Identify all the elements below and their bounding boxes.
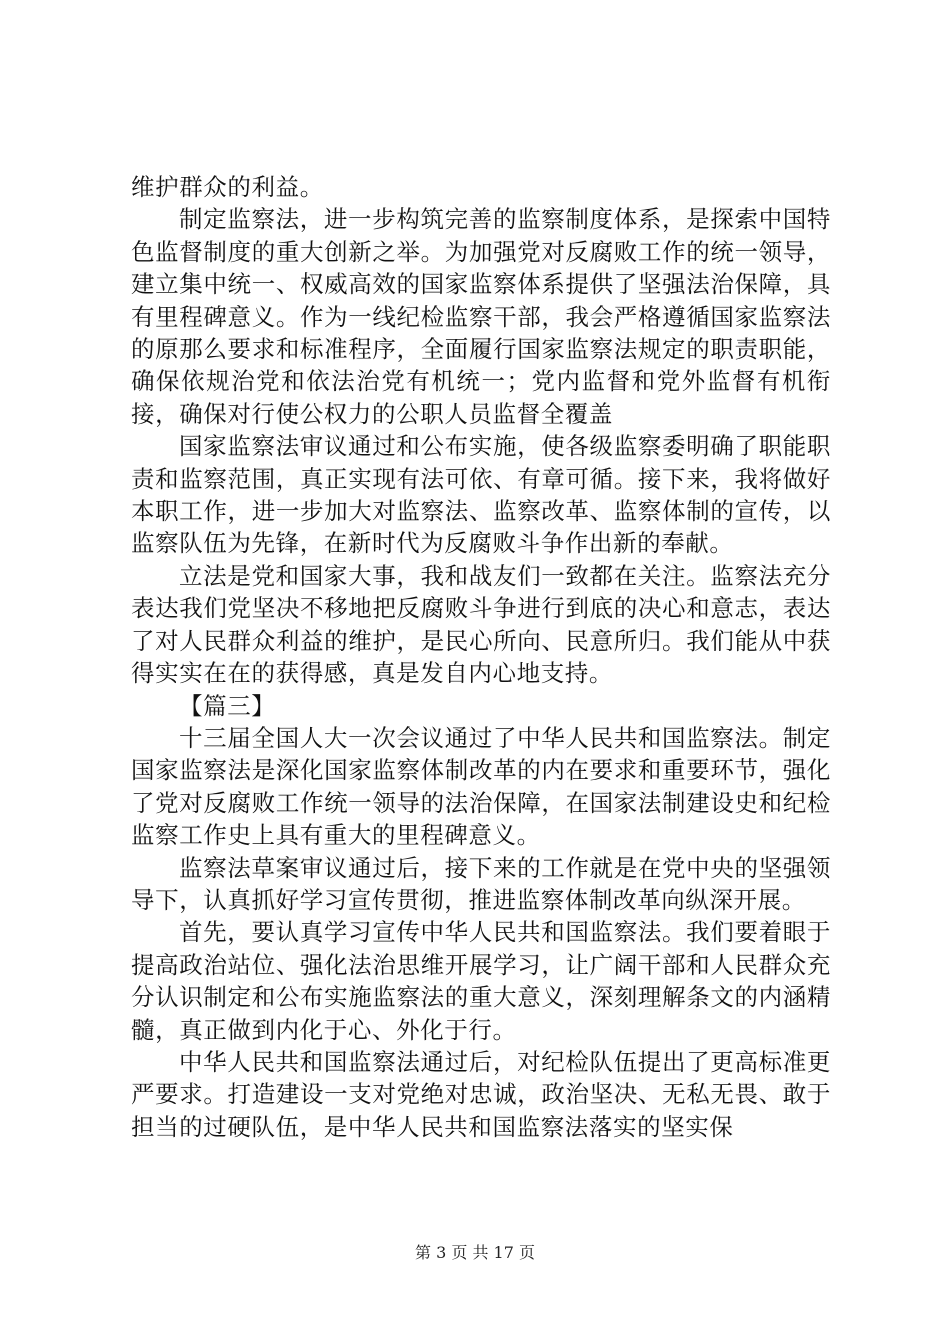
paragraph: 国家监察法审议通过和公布实施，使各级监察委明确了职能职责和监察范围，真正实现有法可依、有章可循。接下来，我将做好本职工作，进一步加大对监察法、监察改革、监察体制的宣传，以监察队伍为先锋，在新时代为反腐败斗争作出新的奉献。 bbox=[131, 432, 831, 558]
paragraph: 立法是党和国家大事，我和战友们一致都在关注。监察法充分表达我们党坚决不移地把反腐败斗争进行到底的决心和意志，表达了对人民群众利益的维护，是民心所向、民意所归。我们能从中获得实实在在的获得感，真是发自内心地支持。 bbox=[131, 561, 831, 688]
section-heading: 【篇三】 bbox=[179, 691, 276, 720]
paragraph: 制定监察法，进一步构筑完善的监察制度体系，是探索中国特色监督制度的重大创新之举。为加强党对反腐败工作的统一领导，建立集中统一、权威高效的国家监察体系提供了坚强法治保障，具有里程碑意义。作为一线纪检监察干部，我会严格遵循国家监察法的原那么要求和标准程序，全面履行国家监察法规定的职责职能，确保依规治党和依法治党有机统一；党内监督和党外监督有机衔接，确保对行使公权力的公职人员监督全覆盖 bbox=[131, 205, 831, 428]
paragraph: 十三届全国人大一次会议通过了中华人民共和国监察法。制定国家监察法是深化国家监察体制改革的内在要求和重要环节，强化了党对反腐败工作统一领导的法治保障，在国家法制建设史和纪检监察工作史上具有重大的里程碑意义。 bbox=[131, 723, 831, 850]
paragraph-continued: 维护群众的利益。 bbox=[131, 173, 324, 201]
paragraph: 监察法草案审议通过后，接下来的工作就是在党中央的坚强领导下，认真抓好学习宣传贯彻，推进监察体制改革向纵深开展。 bbox=[131, 853, 831, 914]
document-body bbox=[131, 171, 831, 1143]
paragraph: 首先，要认真学习宣传中华人民共和国监察法。我们要着眼于提高政治站位、强化法治思维开展学习，让广阔干部和人民群众充分认识制定和公布实施监察法的重大意义，深刻理解条文的内涵精髓，真正做到内化于心、外化于行。 bbox=[131, 918, 831, 1044]
paragraph: 中华人民共和国监察法通过后，对纪检队伍提出了更高标准更严要求。打造建设一支对党绝对忠诚，政治坚决、无私无畏、敢于担当的过硬队伍，是中华人民共和国监察法落实的坚实保 bbox=[131, 1047, 831, 1141]
page-number-footer: 第 3 页 共 17 页 bbox=[415, 1243, 535, 1262]
